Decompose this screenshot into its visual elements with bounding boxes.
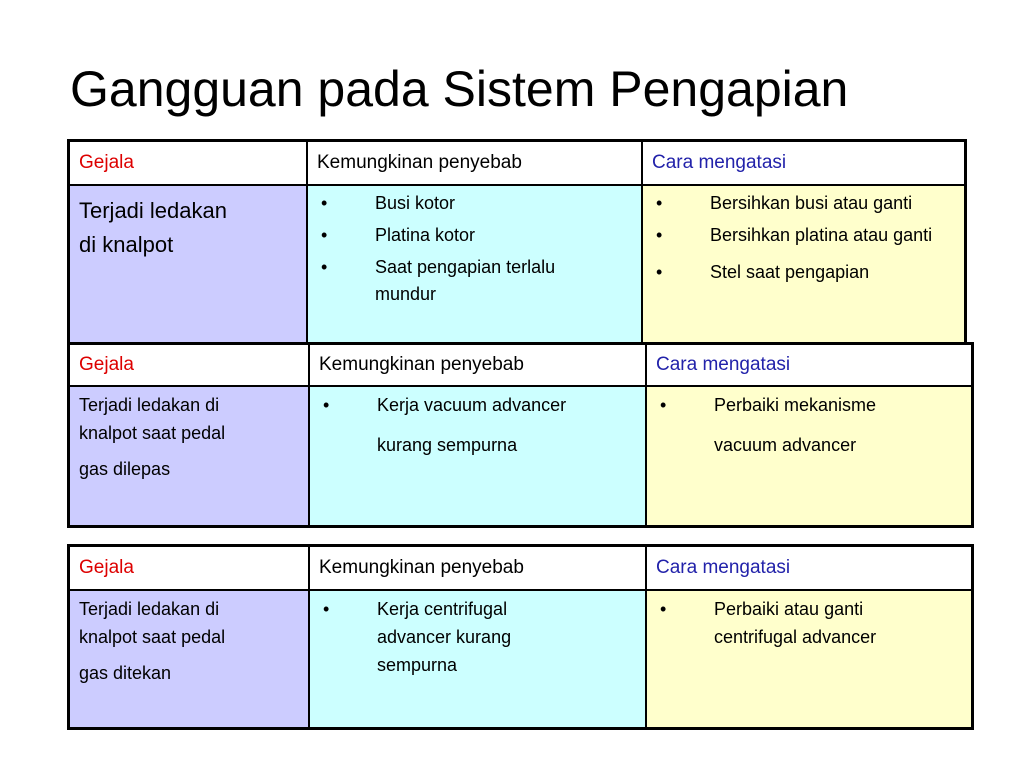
cause-item: • Kerja centrifugal advancer kurang sempurna bbox=[319, 595, 636, 679]
symptom-line: Terjadi ledakan di knalpot saat pedal bbox=[79, 599, 226, 647]
cause-item: • Kerja vacuum advancer bbox=[319, 391, 636, 419]
cause-list bbox=[317, 190, 632, 308]
solution-list bbox=[652, 190, 955, 286]
solution-item: • Perbaiki mekanisme bbox=[656, 391, 962, 419]
header-kemungkinan-penyebab: Kemungkinan penyebab bbox=[310, 345, 645, 385]
solution-list bbox=[656, 391, 962, 419]
cause-cell bbox=[308, 186, 641, 346]
symptom-line: Terjadi ledakan di knalpot saat pedal bbox=[79, 395, 226, 443]
header-kemungkinan-penyebab: Kemungkinan penyebab bbox=[310, 547, 645, 589]
symptom-table-1 bbox=[67, 139, 967, 349]
header-cara-mengatasi: Cara mengatasi bbox=[643, 142, 964, 184]
cause-item: • Busi kotor bbox=[317, 190, 632, 217]
header-gejala: Gejala bbox=[70, 345, 308, 385]
solution-item: • Perbaiki atau ganti centrifugal advancer bbox=[656, 595, 962, 651]
header-cara-mengatasi: Cara mengatasi bbox=[647, 345, 971, 385]
cause-list bbox=[319, 391, 636, 419]
symptom-line: Terjadi ledakan bbox=[79, 198, 227, 223]
header-cara-mengatasi: Cara mengatasi bbox=[647, 547, 971, 589]
cause-cell bbox=[310, 387, 645, 525]
symptom-line: gas ditekan bbox=[79, 663, 172, 683]
symptom-table-2 bbox=[67, 342, 974, 528]
symptom-cell bbox=[70, 591, 308, 727]
symptom-table-3 bbox=[67, 544, 974, 730]
cause-cell bbox=[310, 591, 645, 727]
solution-list bbox=[656, 595, 962, 651]
cause-list bbox=[319, 595, 636, 679]
solution-item: • Bersihkan busi atau ganti bbox=[652, 190, 955, 217]
cause-item: • Platina kotor bbox=[317, 222, 632, 249]
solution-continuation: vacuum advancer bbox=[714, 435, 857, 455]
solution-cell bbox=[643, 186, 964, 346]
symptom-line: di knalpot bbox=[79, 232, 174, 257]
solution-cell bbox=[647, 591, 971, 727]
header-kemungkinan-penyebab: Kemungkinan penyebab bbox=[308, 142, 641, 184]
slide-title: Gangguan pada Sistem Pengapian bbox=[70, 61, 849, 117]
solution-item: • Stel saat pengapian bbox=[652, 259, 955, 286]
cause-continuation: kurang sempurna bbox=[377, 435, 518, 455]
solution-cell bbox=[647, 387, 971, 525]
symptom-cell bbox=[70, 186, 306, 346]
symptom-cell bbox=[70, 387, 308, 525]
header-gejala: Gejala bbox=[70, 142, 306, 184]
header-gejala: Gejala bbox=[70, 547, 308, 589]
solution-item: • Bersihkan platina atau ganti bbox=[652, 222, 955, 249]
symptom-line: gas dilepas bbox=[79, 459, 171, 479]
cause-item: • Saat pengapian terlalu mundur bbox=[317, 254, 632, 308]
